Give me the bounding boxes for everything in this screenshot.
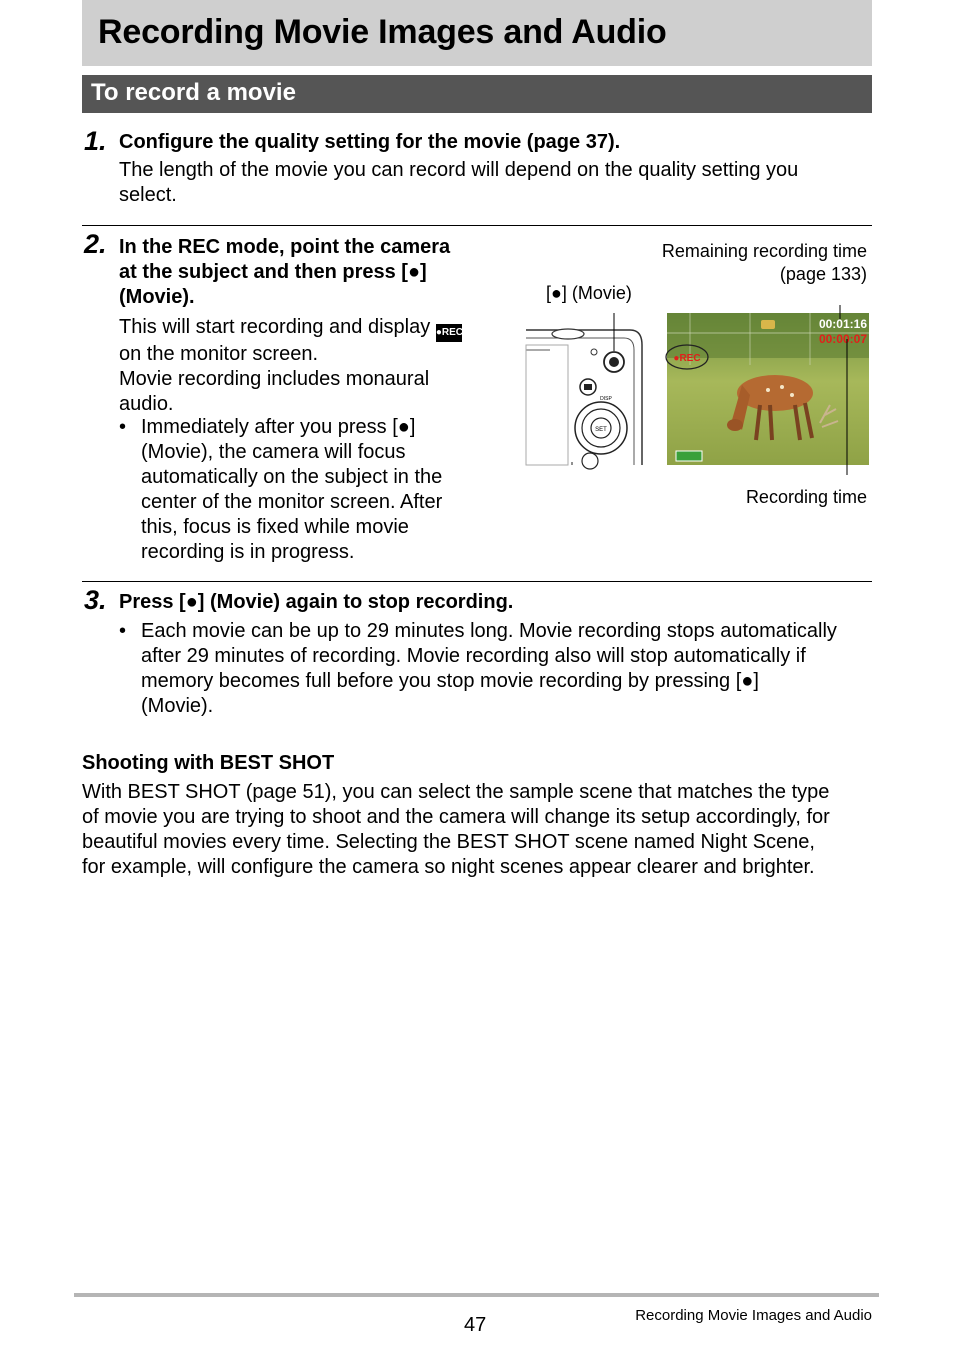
page-title: Recording Movie Images and Audio xyxy=(98,13,667,51)
screen-remaining-time: 00:01:16 xyxy=(818,317,867,331)
step-2-heading-line: In the REC mode, point the camera xyxy=(119,236,451,258)
page-title-bar xyxy=(82,0,872,66)
best-shot-text xyxy=(82,780,830,880)
step-1-text-line: select. xyxy=(119,184,177,206)
step-2-bullet-line: automatically on the subject in the xyxy=(141,466,443,488)
step-2-number: 2. xyxy=(84,229,107,259)
step-3-heading: Press [●] (Movie) again to stop recording. xyxy=(119,591,514,613)
screen-recording-time: 00:00:07 xyxy=(818,332,867,346)
camera-set-label: SET xyxy=(595,427,607,433)
step-3-bullet xyxy=(119,619,837,719)
step-3-number: 3. xyxy=(84,585,107,615)
step-2-heading-line: at the subject and then press [●] xyxy=(119,261,427,283)
recording-time-caption: Recording time xyxy=(745,487,867,507)
step-2-bullet xyxy=(119,415,443,565)
step-2-bullet-line: this, focus is fixed while movie xyxy=(141,516,409,538)
step-divider xyxy=(82,581,872,582)
step-1-text xyxy=(119,158,798,208)
step-2-text-line: Movie recording includes monaural xyxy=(119,368,430,390)
battery-icon xyxy=(676,451,702,461)
step-3-bullet-line: memory becomes full before you stop movie recording by pressing [●] xyxy=(141,670,759,692)
step-2-text-line: This will start recording and display xyxy=(119,316,431,338)
step-1-text-line: The length of the movie you can record will depend on the quality setting you xyxy=(119,159,799,181)
section-title: To record a movie xyxy=(91,79,296,106)
step-3-bullet-line: (Movie). xyxy=(141,695,214,717)
step-divider xyxy=(82,225,872,226)
best-shot-line: With BEST SHOT (page 51), you can select the sample scene that matches the type xyxy=(82,781,830,803)
step-3-bullet-line: Each movie can be up to 29 minutes long. Movie recording stops automatically xyxy=(141,620,837,642)
mode-icon xyxy=(761,320,775,329)
camera-disp-label: DISP xyxy=(600,396,612,402)
best-shot-line: for example, will configure the camera so night scenes appear clearer and brighter. xyxy=(82,856,815,878)
remaining-time-caption xyxy=(662,240,867,286)
bullet-dot: • xyxy=(119,620,127,642)
movie-button-caption: [●] (Movie) xyxy=(546,283,632,303)
step-3-bullet-line: after 29 minutes of recording. Movie recording also will stop automatically if xyxy=(141,645,806,667)
step-2-heading xyxy=(119,235,450,310)
best-shot-line: beautiful movies every time. Selecting the BEST SHOT scene named Night Scene, xyxy=(82,831,815,853)
screen-rec-badge: ●REC xyxy=(673,353,701,364)
best-shot-line: of movie you are trying to shoot and the camera will change its setup accordingly, for xyxy=(82,806,830,828)
step-2-bullet-line: (Movie), the camera will focus xyxy=(141,441,406,463)
step-2-text-line: on the monitor screen. xyxy=(119,343,318,365)
remaining-time-caption-line: Remaining recording time xyxy=(661,241,867,261)
rec-icon: ●REC xyxy=(436,324,462,342)
step-2-text-line xyxy=(119,315,462,342)
camera-illustration xyxy=(520,305,872,475)
page-number: 47 xyxy=(464,1314,487,1336)
step-2-text xyxy=(119,315,462,417)
step-2-text-line: audio. xyxy=(119,393,174,415)
best-shot-heading: Shooting with BEST SHOT xyxy=(82,752,335,774)
step-2-bullet-line: recording is in progress. xyxy=(141,541,355,563)
footer-running-title: Recording Movie Images and Audio xyxy=(635,1307,872,1324)
section-title-bar xyxy=(82,75,872,113)
step-2-heading-line: (Movie). xyxy=(119,286,195,308)
step-2-bullet-line: center of the monitor screen. After xyxy=(141,491,443,513)
step-1-number: 1. xyxy=(84,126,107,156)
footer-rule xyxy=(74,1293,879,1297)
remaining-time-caption-line: (page 133) xyxy=(779,264,867,284)
step-1-heading: Configure the quality setting for the movie (page 37). xyxy=(119,131,621,153)
monitor-screen xyxy=(666,313,869,465)
bullet-dot: • xyxy=(119,416,127,438)
step-2-bullet-line: Immediately after you press [●] xyxy=(141,416,416,438)
camera-back xyxy=(526,329,642,469)
